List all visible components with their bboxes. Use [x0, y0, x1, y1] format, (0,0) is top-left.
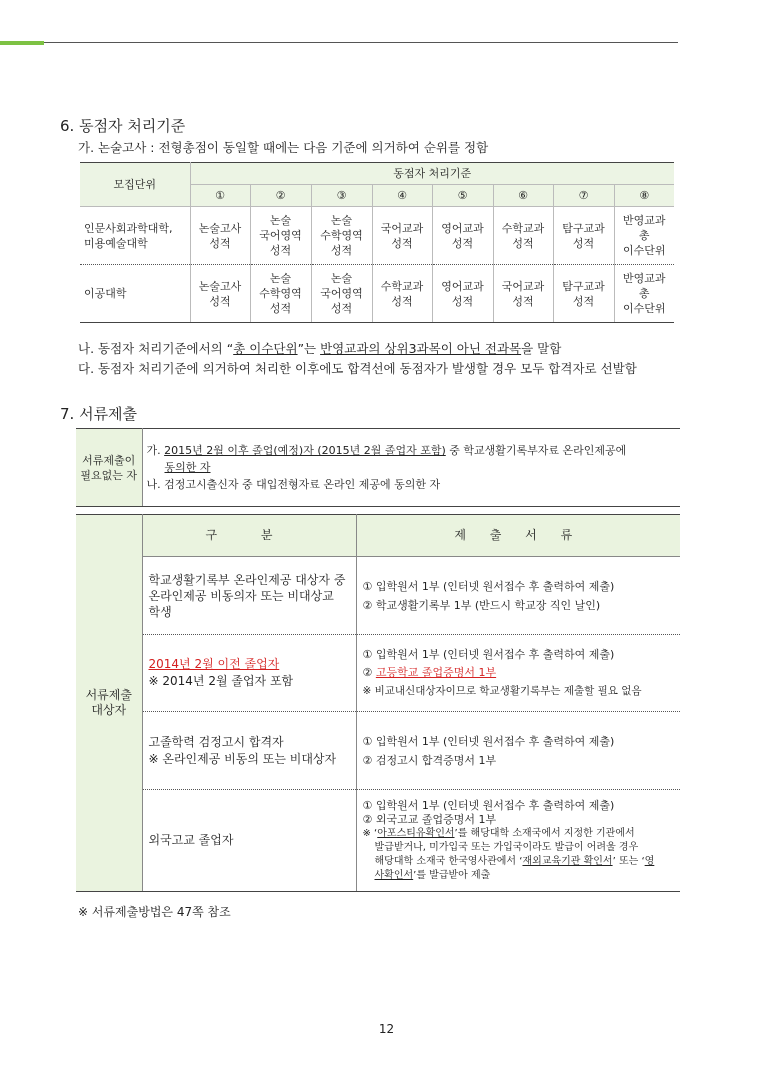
doc-line: ② 학교생활기록부 1부 (반드시 학교장 직인 날인): [362, 598, 601, 612]
tiebreak-cell: 탐구교과 성적: [553, 265, 614, 323]
tiebreak-cell: 탐구교과 성적: [553, 207, 614, 265]
tiebreak-cell: 수학교과 성적: [372, 265, 432, 323]
underlined-text: 아포스티유확인서: [377, 827, 455, 839]
tiebreak-cell: 논술 수학영역 성적: [250, 265, 311, 323]
tiebreak-cell: 논술 국어영역 성적: [311, 265, 372, 323]
text: ※ 2014년 2월 졸업자 포함: [148, 674, 294, 688]
red-underlined-text: [149, 656, 356, 673]
text: 나. 동점자 처리기준에서의 “: [78, 341, 234, 356]
target-docs-cell: [356, 635, 680, 712]
tiebreak-cell: 수학교과 성적: [493, 207, 553, 265]
section-7-title: 7. 서류제출: [60, 405, 138, 423]
tiebreak-num: ①: [190, 185, 250, 207]
tiebreak-num: ②: [250, 185, 311, 207]
tiebreak-header-unit: 모집단위: [80, 163, 190, 207]
target-div-cell: [142, 635, 356, 712]
text: 가.: [146, 444, 165, 457]
tiebreak-cell: 국어교과 성적: [372, 207, 432, 265]
tiebreak-unit-cell: 이공대학: [80, 265, 190, 323]
exempt-item-a-cont: [147, 459, 681, 476]
tiebreak-cell: 영어교과 성적: [432, 207, 493, 265]
tiebreak-cell: 논술고사 성적: [190, 207, 250, 265]
text: ’를 해당대학 소재국에서 지정한 기관에서: [454, 827, 635, 839]
text: ”는: [297, 341, 321, 356]
target-div-cell: 외국고교 졸업자: [142, 790, 356, 892]
tiebreak-cell: 논술고사 성적: [190, 265, 250, 323]
underlined-text: 동의한 자: [164, 461, 211, 474]
table-row: [76, 790, 680, 892]
text: ’ 또는 ‘: [612, 855, 645, 867]
doc-line: [363, 664, 681, 682]
table-row: [76, 635, 680, 712]
tiebreak-num: ⑧: [614, 185, 674, 207]
section-6-item-c: 다. 동점자 처리기준에 의거하여 처리한 이후에도 합격선에 동점자가 발생할 경우 모두 합격자로 선발함: [78, 361, 637, 376]
exempt-content: [142, 429, 680, 507]
tiebreak-cell: 반영교과 총 이수단위: [614, 265, 674, 323]
page-number: 12: [378, 1022, 395, 1036]
doc-line: ② 검정고시 합격증명서 1부: [362, 753, 497, 767]
text: 해당대학 소재국 한국영사관에서 ‘: [374, 855, 523, 867]
text: ※ ‘: [362, 827, 378, 839]
target-side-label: 서류제출 대상자: [76, 515, 142, 892]
header-rule: [44, 42, 678, 43]
doc-line: ① 입학원서 1부 (인터넷 원서접수 후 출력하여 제출): [362, 648, 615, 661]
doc-line: [363, 827, 681, 841]
exempt-table: [76, 428, 680, 507]
doc-line: ① 입학원서 1부 (인터넷 원서접수 후 출력하여 제출): [362, 734, 615, 748]
header-accent-bar: [0, 41, 44, 45]
text: 을 말함: [521, 341, 562, 356]
submission-table: [76, 514, 680, 892]
target-docs-cell: [356, 712, 680, 790]
doc-line: ※ 비교내신대상자이므로 학교생활기록부는 제출할 필요 없음: [362, 685, 642, 697]
tiebreak-header-criteria: 동점자 처리기준: [190, 163, 674, 185]
table-row: [76, 557, 680, 635]
table-row: [80, 207, 674, 265]
red-underlined-text: 고등학교 졸업증명서 1부: [375, 666, 497, 679]
tiebreak-cell: 논술 수학영역 성적: [311, 207, 372, 265]
exempt-item-a: [147, 442, 681, 459]
tiebreak-num: ⑦: [553, 185, 614, 207]
submission-note: ※ 서류제출방법은 47쪽 참조: [78, 905, 231, 919]
target-div-cell: 고졸학력 검정고시 합격자 ※ 온라인제공 비동의 또는 비대상자: [142, 712, 356, 790]
target-head-div: 구 분: [142, 515, 356, 557]
section-6-item-a: 가. 논술고사 : 전형총점이 동일할 때에는 다음 기준에 의거하여 순위를 정함: [78, 140, 489, 155]
tiebreak-num: ④: [372, 185, 432, 207]
tiebreak-num: ⑤: [432, 185, 493, 207]
doc-line: [363, 869, 681, 883]
underlined-text: 2015년 2월 이후 졸업(예정)자 (2015년 2월 졸업자 포함): [164, 444, 446, 457]
doc-line: 발급받거나, 미가입국 또는 가입국이라도 발급이 어려울 경우: [374, 841, 639, 853]
target-docs-cell: [356, 790, 680, 892]
tiebreak-cell: 국어교과 성적: [493, 265, 553, 323]
doc-line: [363, 855, 681, 869]
text: ②: [362, 666, 376, 679]
section-6-item-b: [78, 339, 561, 357]
underlined-text: 2014년 2월 이전 졸업자: [148, 657, 280, 671]
target-docs-cell: [356, 557, 680, 635]
doc-line: ② 외국고교 졸업증명서 1부: [362, 812, 497, 826]
section-6-title: 6. 동점자 처리기준: [60, 117, 186, 135]
tiebreak-cell: 영어교과 성적: [432, 265, 493, 323]
table-row: [80, 265, 674, 323]
table-row: [76, 712, 680, 790]
doc-line: ① 입학원서 1부 (인터넷 원서접수 후 출력하여 제출): [362, 798, 615, 812]
underlined-text: 반영교과의 상위3과목이 아닌 전과목: [320, 341, 522, 356]
underlined-text: 사확인서: [374, 869, 414, 881]
tiebreak-cell: 논술 국어영역 성적: [250, 207, 311, 265]
tiebreak-cell: 반영교과 총 이수단위: [614, 207, 674, 265]
text: ’를 발급받아 제출: [413, 869, 491, 881]
doc-line: ① 입학원서 1부 (인터넷 원서접수 후 출력하여 제출): [362, 579, 615, 593]
tiebreak-unit-cell: 인문사회과학대학, 미용예술대학: [80, 207, 190, 265]
text: 중 학교생활기록부자료 온라인제공에: [445, 444, 627, 457]
target-div-cell: 학교생활기록부 온라인제공 대상자 중 온라인제공 비동의자 또는 비대상교 학생: [142, 557, 356, 635]
exempt-item-b: 나. 검정고시출신자 중 대입전형자료 온라인 제공에 동의한 자: [146, 478, 441, 491]
underlined-text: 총 이수단위: [233, 341, 298, 356]
underlined-text: 재외교육기관 확인서: [522, 855, 613, 867]
exempt-label: 서류제출이 필요없는 자: [76, 429, 142, 507]
underlined-text: 영: [644, 855, 655, 867]
tiebreak-table: [80, 162, 674, 323]
tiebreak-num: ⑥: [493, 185, 553, 207]
tiebreak-num: ③: [311, 185, 372, 207]
target-head-docs: 제 출 서 류: [356, 515, 680, 557]
